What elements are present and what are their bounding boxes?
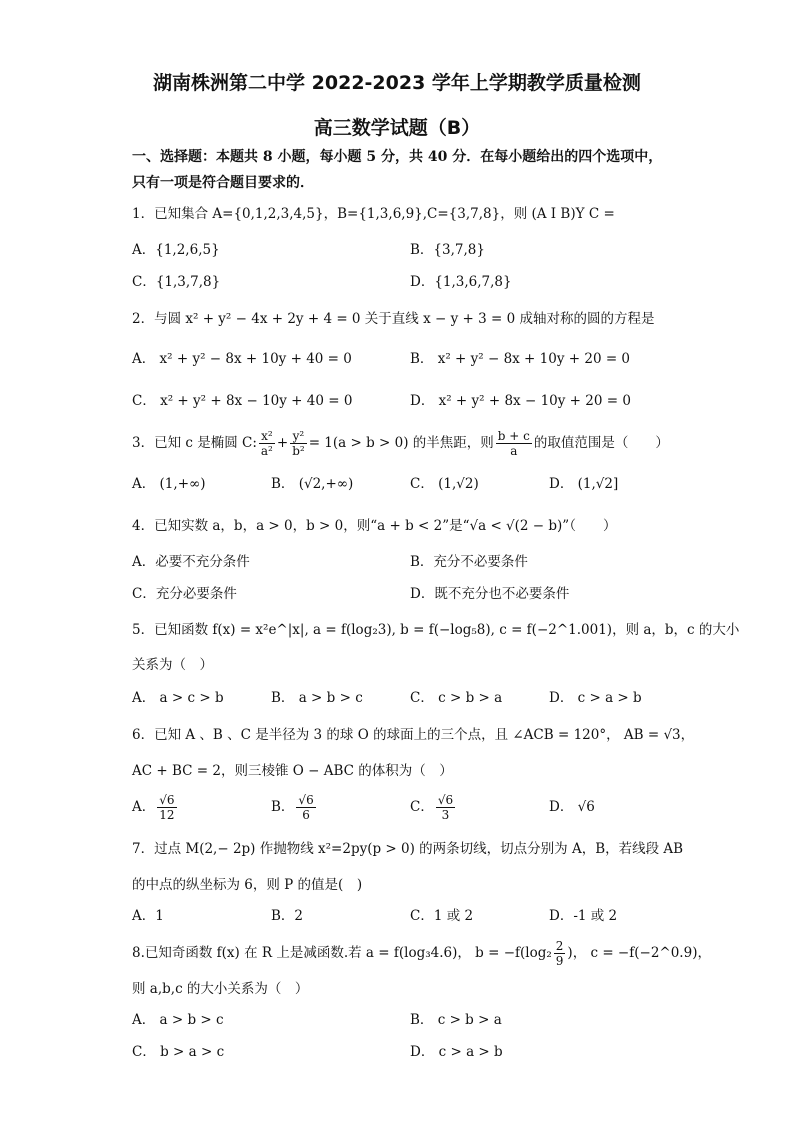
- question-5-option-c[interactable]: C． c > b > a: [410, 690, 503, 706]
- q6-b-frac: [296, 793, 315, 822]
- question-1-option-a[interactable]: A．{1,2,6,5}: [132, 242, 220, 258]
- q8-frac-num: 2: [555, 939, 564, 953]
- question-7-option-d[interactable]: D．-1 或 2: [549, 908, 618, 924]
- q6-b-den: 6: [302, 808, 310, 822]
- question-3-option-c[interactable]: C． (1,√2): [410, 476, 479, 492]
- q3-frac-y-den: b²: [292, 444, 305, 458]
- question-8-option-a[interactable]: A． a > b > c: [132, 1012, 224, 1028]
- q6-c-label: C．: [410, 799, 434, 815]
- q6-a-num: √6: [159, 793, 175, 807]
- q3-frac-y: [290, 429, 307, 458]
- q3-plus: +: [276, 435, 289, 451]
- q8-stem-pre: 8.已知奇函数 f(x) 在 R 上是减函数.若 a = f(log₃4.6)， b = −f(log₂: [132, 945, 552, 961]
- question-7-stem-line2: 的中点的纵坐标为 6，则 P 的值是( ): [132, 877, 363, 893]
- q6-c-frac: [436, 793, 455, 822]
- question-6-option-d[interactable]: D． √6: [549, 799, 595, 815]
- question-2-option-a[interactable]: A． x² + y² − 8x + 10y + 40 = 0: [132, 351, 352, 367]
- q6-b-num: √6: [298, 793, 314, 807]
- question-8-stem-line1: [132, 936, 711, 970]
- q3-stem-mid: = 1(a > b > 0) 的半焦距，则: [308, 435, 494, 451]
- question-5-stem-line2: 关系为（ ）: [132, 657, 213, 673]
- question-4-option-b[interactable]: B．充分不必要条件: [410, 554, 528, 570]
- question-2-option-d[interactable]: D． x² + y² + 8x − 10y + 20 = 0: [410, 393, 631, 409]
- q3-stem-post: 的取值范围是（ ）: [533, 435, 669, 451]
- q3-frac-bc: [496, 429, 532, 458]
- q3-frac-bc-den: a: [510, 444, 518, 458]
- q6-a-label: A．: [132, 799, 156, 815]
- q3-frac-bc-num: b + c: [497, 429, 530, 443]
- question-3-option-b[interactable]: B． (√2,+∞): [271, 476, 354, 492]
- q3-frac-x: [259, 429, 275, 458]
- question-3-option-d[interactable]: D． (1,√2]: [549, 476, 619, 492]
- q8-stem-post: )， c = −f(−2^0.9)，: [567, 945, 711, 961]
- question-4-stem: 4．已知实数 a，b，a > 0，b > 0，则“a + b < 2”是“√a < √(2 − b)”（ ）: [132, 518, 617, 534]
- q6-b-label: B．: [271, 799, 295, 815]
- question-6-stem-line1: 6．已知 A 、B 、C 是半径为 3 的球 O 的球面上的三个点，且 ∠ACB = 120°， AB = √3，: [132, 727, 695, 743]
- question-2-option-c[interactable]: C． x² + y² + 8x − 10y + 40 = 0: [132, 393, 353, 409]
- q6-a-den: 12: [159, 808, 175, 822]
- exam-title: 湖南株洲第二中学 2022-2023 学年上学期教学质量检测: [153, 72, 641, 94]
- question-7-option-b[interactable]: B．2: [271, 908, 304, 924]
- q8-frac-den: 9: [555, 954, 564, 968]
- question-5-option-d[interactable]: D． c > a > b: [549, 690, 642, 706]
- question-4-option-a[interactable]: A．必要不充分条件: [132, 554, 250, 570]
- question-1-option-d[interactable]: D．{1,3,6,7,8}: [410, 274, 512, 290]
- question-7-stem-line1: 7．过点 M(2,− 2p) 作抛物线 x²=2py(p > 0) 的两条切线，切点分别为 A，B，若线段 AB: [132, 841, 684, 857]
- question-3-option-a[interactable]: A． (1,+∞): [132, 476, 206, 492]
- q6-a-frac: [157, 793, 176, 822]
- question-2-option-b[interactable]: B． x² + y² − 8x + 10y + 20 = 0: [410, 351, 631, 367]
- q6-c-num: √6: [437, 793, 454, 807]
- question-8-option-b[interactable]: B． c > b > a: [410, 1012, 502, 1028]
- question-4-option-c[interactable]: C．充分必要条件: [132, 586, 237, 602]
- question-1-stem: 1．已知集合 A={0,1,2,3,4,5}，B={1,3,6,9},C={3,7,8}，则 (A I B)Y C =: [132, 206, 615, 222]
- q8-frac: [554, 939, 566, 968]
- question-5-option-b[interactable]: B． a > b > c: [271, 690, 363, 706]
- question-2-stem: 2．与圆 x² + y² − 4x + 2y + 4 = 0 关于直线 x − y + 3 = 0 成轴对称的圆的方程是: [132, 311, 655, 327]
- question-5-option-a[interactable]: A． a > c > b: [132, 690, 224, 706]
- question-4-option-d[interactable]: D．既不充分也不必要条件: [410, 586, 570, 602]
- question-5-stem-line1: 5．已知函数 f(x) = x²e^|x|, a = f(log₂3), b = f(−log₅8), c = f(−2^1.001)，则 a，b，c 的大小: [132, 622, 740, 638]
- q3-stem-pre: 3．已知 c 是椭圆 C:: [132, 435, 257, 451]
- q6-c-den: 3: [441, 808, 450, 822]
- question-7-option-a[interactable]: A．1: [132, 908, 164, 924]
- q3-frac-x-num: x²: [259, 429, 275, 444]
- section-instructions: 一、选择题：本题共 8 小题，每小题 5 分，共 40 分．在每小题给出的四个选项中，只有一项是符合题目要求的．: [132, 149, 663, 191]
- question-6-option-a[interactable]: [132, 790, 179, 824]
- question-6-stem-line2: AC + BC = 2，则三棱锥 O − ABC 的体积为（ ）: [132, 763, 453, 779]
- question-6-option-b[interactable]: [271, 790, 318, 824]
- q3-frac-x-den: a²: [260, 444, 273, 458]
- q3-frac-y-num: y²: [290, 429, 307, 444]
- question-3-stem: [132, 426, 669, 460]
- exam-subtitle: 高三数学试题（B）: [313, 117, 481, 139]
- question-8-stem-line2: 则 a,b,c 的大小关系为（ ）: [132, 981, 309, 997]
- question-6-option-c[interactable]: [410, 790, 457, 824]
- question-1-option-b[interactable]: B．{3,7,8}: [410, 242, 485, 258]
- question-7-option-c[interactable]: C．1 或 2: [410, 908, 474, 924]
- question-8-option-c[interactable]: C． b > a > c: [132, 1044, 225, 1060]
- question-1-option-c[interactable]: C．{1,3,7,8}: [132, 274, 221, 290]
- question-8-option-d[interactable]: D． c > a > b: [410, 1044, 503, 1060]
